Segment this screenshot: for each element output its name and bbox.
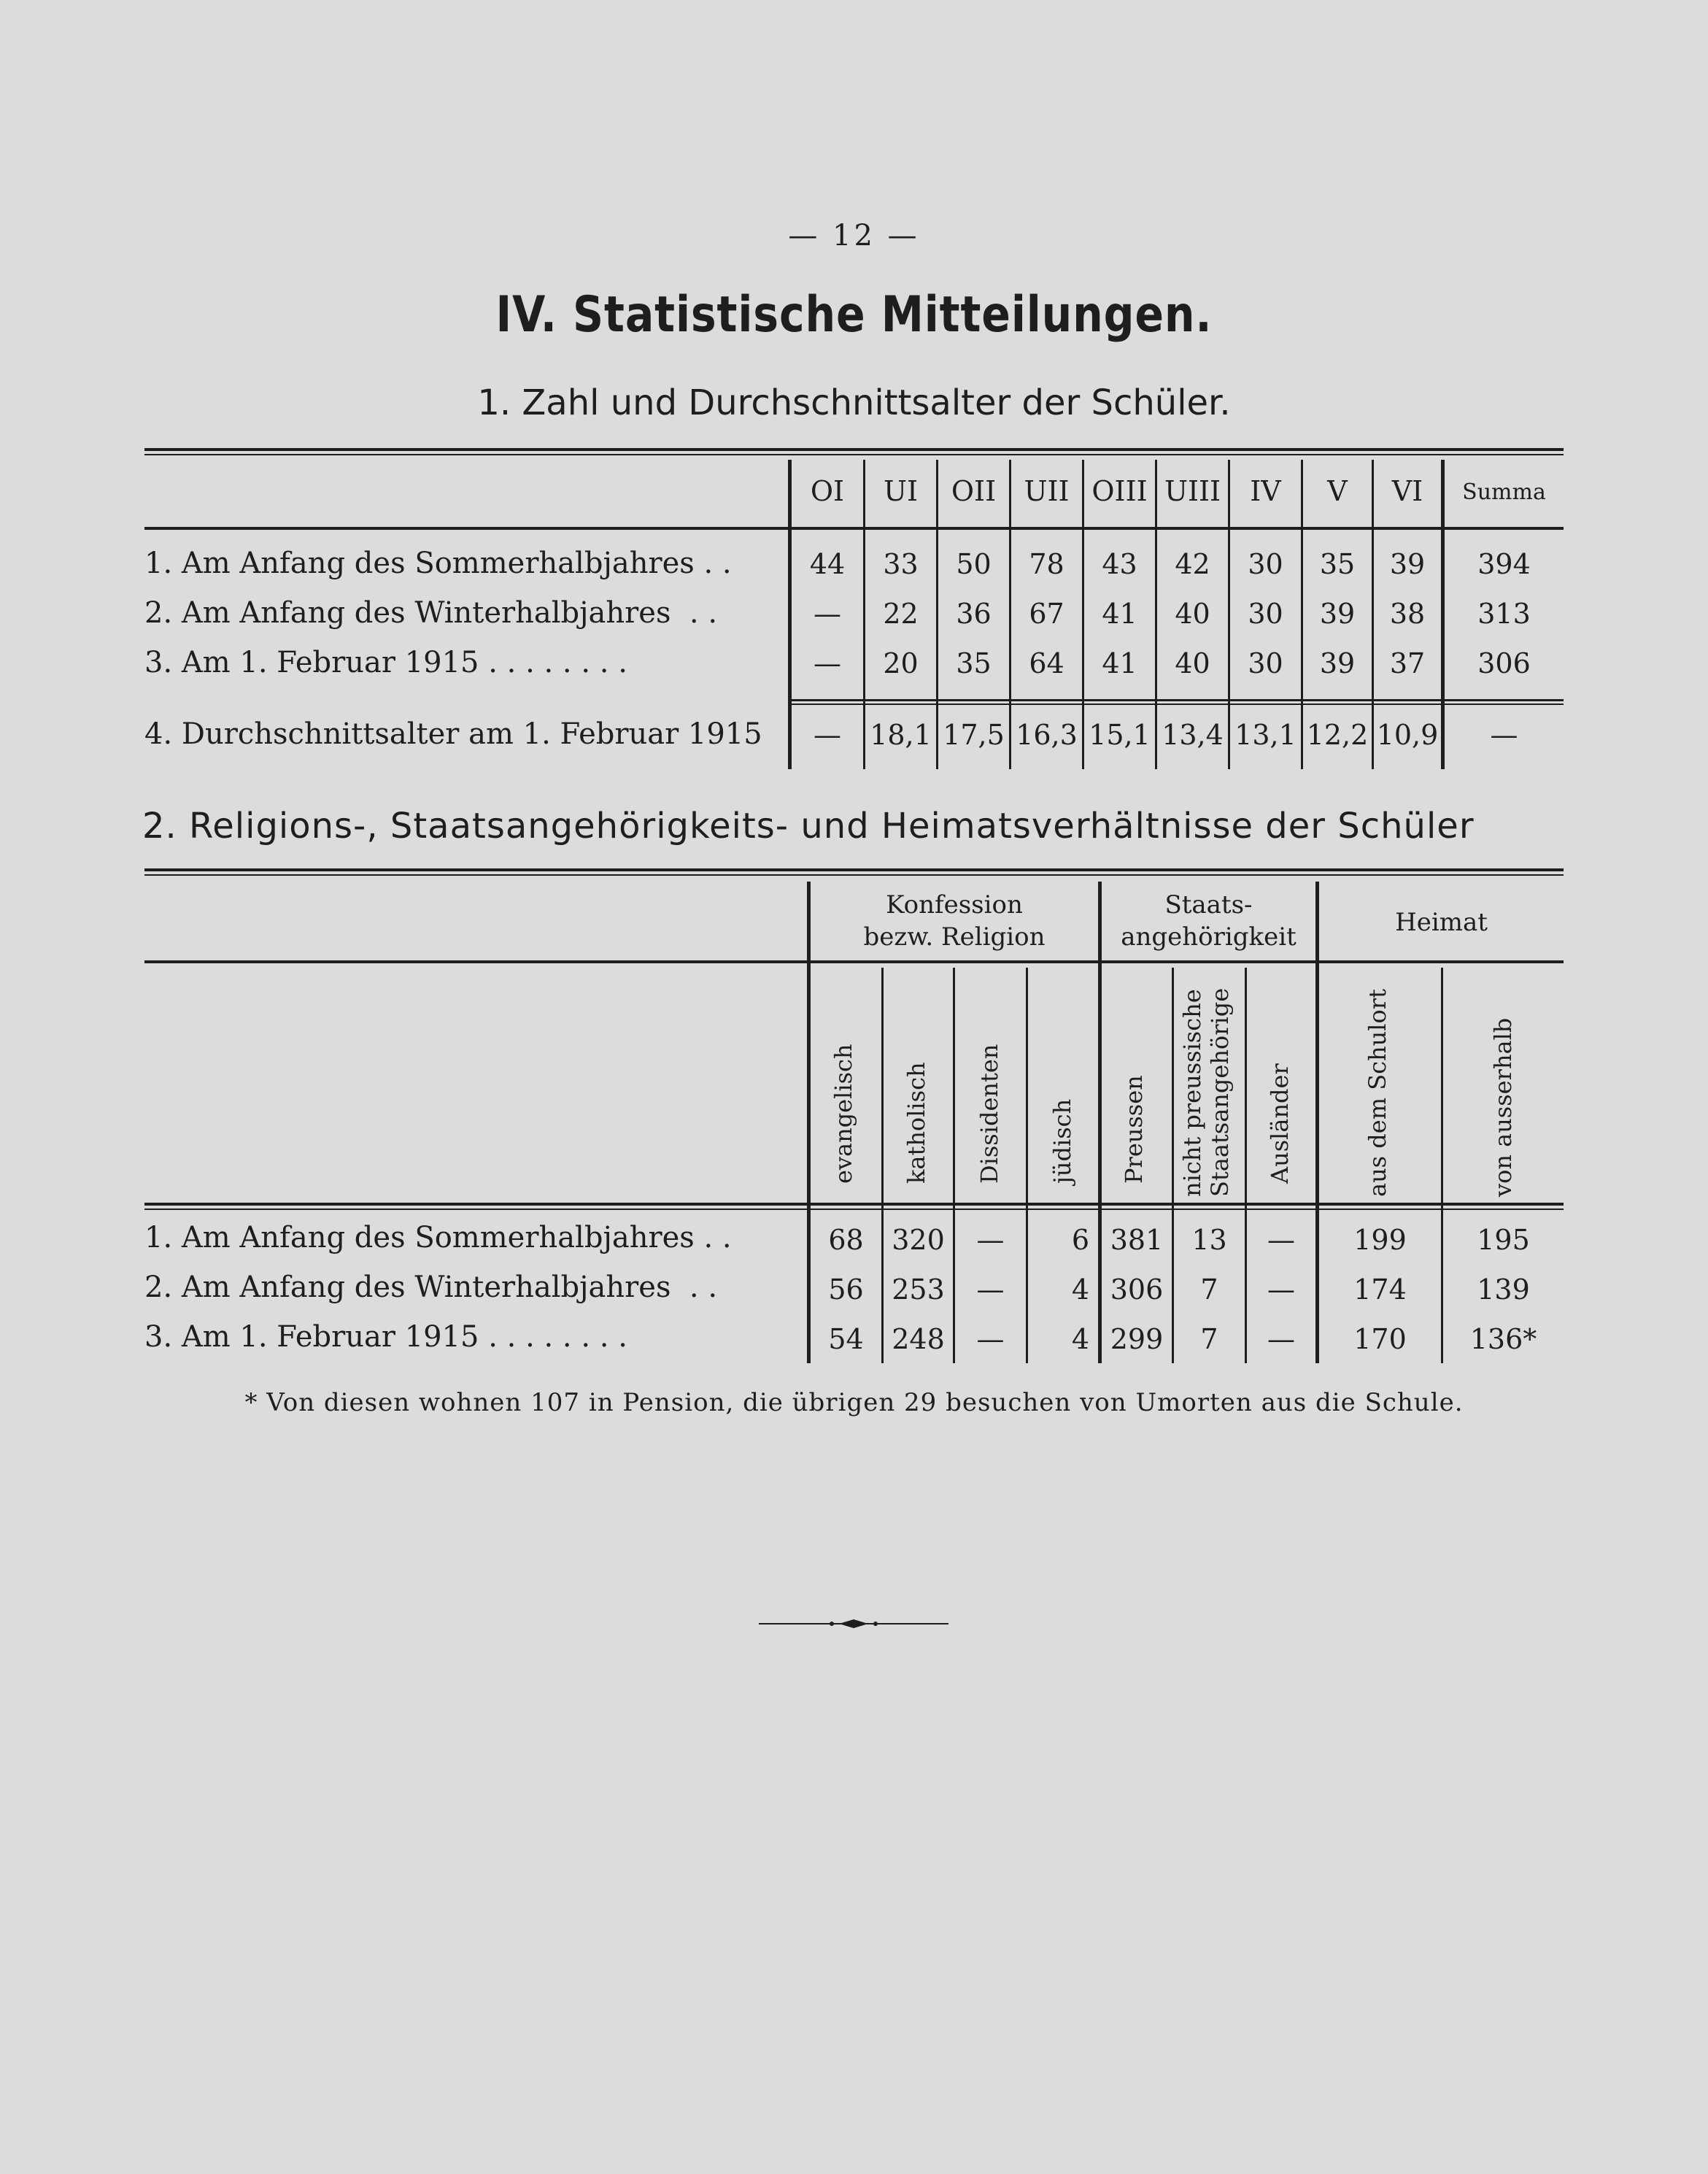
table1-top-rule-thin xyxy=(144,454,1564,455)
group-header-line: Heimat xyxy=(1395,908,1488,937)
table-cell: 18,1 xyxy=(870,719,932,751)
row-label: 1. Am Anfang des Sommerhalbjahres . . xyxy=(144,547,732,580)
table1-header-rule xyxy=(144,527,1564,530)
row-label: 2. Am Anfang des Winterhalbjahres . . xyxy=(144,1271,718,1304)
col-header-vertical: nicht preussische xyxy=(1178,989,1206,1197)
row-label: 3. Am 1. Februar 1915 . . . . . . . . xyxy=(144,1320,627,1354)
table-cell: 50 xyxy=(956,548,992,580)
table-cell: 381 xyxy=(1110,1224,1164,1256)
table2-vline xyxy=(953,968,955,1363)
table-cell: 35 xyxy=(956,647,992,679)
table1-mid-rule-thin xyxy=(789,704,1564,705)
table-cell: 199 xyxy=(1353,1224,1407,1256)
table-cell: 306 xyxy=(1110,1273,1164,1306)
table-cell: 15,1 xyxy=(1089,719,1151,751)
table2-top-rule-thin xyxy=(144,874,1564,876)
footnote: * Von diesen wohnen 107 in Pension, die übrigen 29 besuchen von Umorten aus die Schule. xyxy=(244,1388,1464,1417)
section1-heading: 1. Zahl und Durchschnittsalter der Schüler. xyxy=(477,382,1231,423)
table-cell: 68 xyxy=(828,1224,864,1256)
table-cell: 13,1 xyxy=(1234,719,1297,751)
table-cell: 248 xyxy=(892,1323,945,1355)
table-cell: — xyxy=(1267,1273,1295,1306)
table2-header-rule xyxy=(144,1203,1564,1206)
col-header-vertical: aus dem Schulort xyxy=(1364,989,1391,1197)
table-cell: 41 xyxy=(1102,598,1137,630)
table-cell: 30 xyxy=(1248,647,1283,679)
table2-vline xyxy=(1172,968,1174,1363)
table-cell-sum: 306 xyxy=(1477,647,1531,679)
table-cell: 64 xyxy=(1029,647,1064,679)
row-label: 1. Am Anfang des Sommerhalbjahres . . xyxy=(144,1221,732,1254)
table1-top-rule xyxy=(144,448,1564,451)
col-header: IV xyxy=(1250,475,1281,507)
col-header-vertical: jüdisch xyxy=(1048,1098,1076,1184)
table-cell: 7 xyxy=(1200,1323,1218,1355)
table-cell-sum: 313 xyxy=(1477,598,1531,630)
table2-vline xyxy=(881,968,884,1363)
table-cell: — xyxy=(814,598,841,630)
page-title: IV. Statistische Mitteilungen. xyxy=(495,286,1213,344)
table-cell: 42 xyxy=(1175,548,1210,580)
table-cell: 36 xyxy=(956,598,992,630)
col-header-vertical: Preussen xyxy=(1120,1075,1148,1184)
table-cell: 6 xyxy=(1071,1224,1089,1256)
table-cell: 4 xyxy=(1071,1323,1089,1355)
table-cell: 40 xyxy=(1175,598,1210,630)
table-cell: 41 xyxy=(1102,647,1137,679)
row-label: 2. Am Anfang des Winterhalbjahres . . xyxy=(144,596,718,630)
table-cell: 44 xyxy=(809,548,846,580)
ornament-divider xyxy=(759,1619,948,1629)
table-cell: 13 xyxy=(1191,1224,1227,1256)
table-cell: — xyxy=(1267,1224,1295,1256)
table-cell: 13,4 xyxy=(1162,719,1224,751)
col-header-vertical: Staatsangehörige xyxy=(1206,987,1234,1197)
table-cell: 39 xyxy=(1389,548,1426,580)
row-label: 4. Durchschnittsalter am 1. Februar 1915 xyxy=(144,717,762,751)
col-header: V xyxy=(1327,475,1348,507)
group-header-line: bezw. Religion xyxy=(863,922,1046,952)
col-header: OIII xyxy=(1091,475,1148,507)
table2-vline xyxy=(1441,968,1443,1363)
table-cell: 253 xyxy=(892,1273,945,1306)
table-cell: 30 xyxy=(1248,548,1283,580)
table-cell: 174 xyxy=(1353,1273,1407,1306)
table2-vline xyxy=(1245,968,1247,1363)
table-cell: 38 xyxy=(1389,598,1426,630)
col-header: OI xyxy=(810,475,845,507)
col-header-summa: Summa xyxy=(1462,479,1546,505)
table-cell: 22 xyxy=(883,598,919,630)
table-cell: 33 xyxy=(883,548,919,580)
col-header: UII xyxy=(1024,475,1070,507)
col-header-vertical: von ausserhalb xyxy=(1489,1017,1517,1197)
table-cell: 39 xyxy=(1319,647,1356,679)
table2-group-rule xyxy=(144,960,1564,963)
col-header-vertical: evangelisch xyxy=(830,1044,857,1184)
table-cell: 20 xyxy=(883,647,919,679)
table-cell: 54 xyxy=(828,1323,864,1355)
table-cell: — xyxy=(1267,1323,1295,1355)
table-cell: 56 xyxy=(828,1273,864,1306)
group-header-line: Staats- xyxy=(1164,890,1253,920)
col-header-vertical: Ausländer xyxy=(1266,1063,1294,1184)
table1-mid-rule xyxy=(789,699,1564,701)
table-cell: 43 xyxy=(1102,548,1137,580)
table-cell: 7 xyxy=(1200,1273,1218,1306)
table2-top-rule xyxy=(144,868,1564,871)
col-header: VI xyxy=(1391,475,1423,507)
table-cell: — xyxy=(976,1273,1005,1306)
table-cell: 12,2 xyxy=(1306,719,1369,751)
table-cell: 4 xyxy=(1071,1273,1089,1306)
table-cell: 39 xyxy=(1319,598,1356,630)
table-cell: 195 xyxy=(1477,1224,1530,1256)
table2-vline xyxy=(1026,968,1028,1363)
table-cell: 35 xyxy=(1319,548,1356,580)
table-cell: 10,9 xyxy=(1376,719,1439,751)
table-cell: 17,5 xyxy=(943,719,1005,751)
table-cell: 139 xyxy=(1477,1273,1530,1306)
group-header-konfession xyxy=(811,889,1098,953)
group-header-line: angehörigkeit xyxy=(1121,922,1297,952)
table-cell: — xyxy=(976,1224,1005,1256)
table2-header-rule-thin xyxy=(144,1209,1564,1210)
table-cell: 40 xyxy=(1175,647,1210,679)
table-cell: 320 xyxy=(892,1224,945,1256)
table-cell: 16,3 xyxy=(1016,719,1078,751)
col-header: OII xyxy=(951,475,997,507)
table-cell: 170 xyxy=(1353,1323,1407,1355)
table-cell: 37 xyxy=(1389,647,1426,679)
col-header: UIII xyxy=(1164,475,1221,507)
col-header-vertical: katholisch xyxy=(903,1062,930,1184)
table-cell: 30 xyxy=(1248,598,1283,630)
col-header: UI xyxy=(883,475,919,507)
page-number: — 12 — xyxy=(788,219,920,253)
table-cell: 136* xyxy=(1469,1323,1537,1355)
table-cell: 299 xyxy=(1110,1323,1164,1355)
table-cell: 78 xyxy=(1029,548,1064,580)
table-cell-sum: — xyxy=(1490,719,1518,751)
table-cell: — xyxy=(814,647,841,679)
table-cell: — xyxy=(814,719,841,751)
row-label: 3. Am 1. Februar 1915 . . . . . . . . xyxy=(144,646,627,679)
group-header-line: Konfession xyxy=(886,890,1023,920)
section2-heading: 2. Religions-, Staatsangehörigkeits- und Heimatsverhältnisse der Schüler xyxy=(142,806,1475,847)
group-header-heimat xyxy=(1319,906,1564,938)
group-header-staatsangehoerigkeit xyxy=(1102,889,1315,953)
table-cell: — xyxy=(976,1323,1005,1355)
table-cell-sum: 394 xyxy=(1477,548,1531,580)
col-header-vertical: Dissidenten xyxy=(975,1044,1003,1184)
table-cell: 67 xyxy=(1029,598,1064,630)
